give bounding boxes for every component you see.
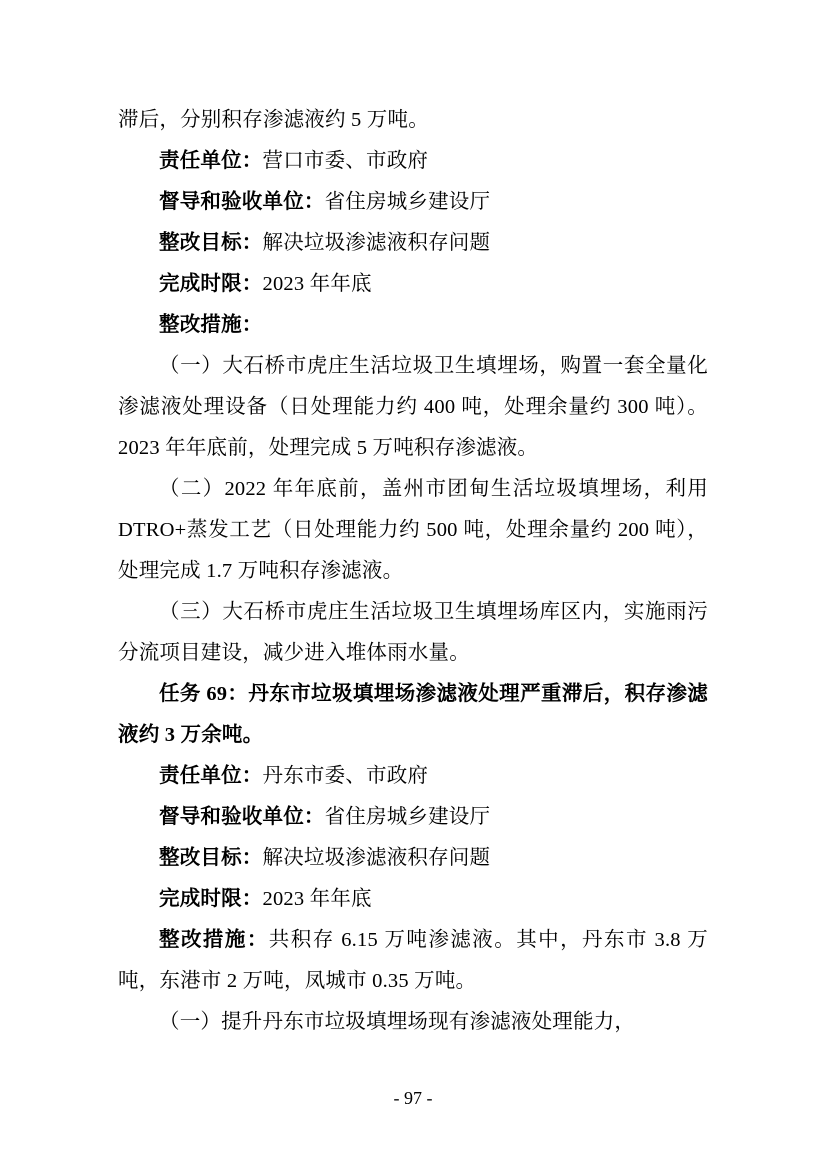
field-label: 整改措施：	[159, 929, 269, 951]
field-responsible-unit	[118, 141, 708, 182]
field-value: 2023 年年底	[262, 273, 372, 295]
field-value: 营口市委、市政府	[262, 150, 429, 172]
field-label: 整改措施：	[159, 314, 263, 336]
field-rectification-measures	[118, 305, 708, 346]
field-value: 丹东市委、市政府	[262, 765, 429, 787]
field-rectification-goal	[118, 223, 708, 264]
field-rectification-goal	[118, 838, 708, 879]
measure-item-two: （二）2022 年年底前，盖州市团甸生活垃圾填埋场，利用 DTRO+蒸发工艺（日处理能力约 500 吨，处理余量约 200 吨），处理完成 1.7 万吨积存渗滤液。	[118, 478, 708, 582]
field-value: 解决垃圾渗滤液积存问题	[262, 232, 491, 254]
field-supervision-acceptance-unit	[118, 797, 708, 838]
field-label: 责任单位：	[159, 150, 263, 172]
field-label: 责任单位：	[159, 765, 263, 787]
field-completion-deadline	[118, 879, 708, 920]
document-body	[118, 100, 708, 1043]
field-label: 完成时限：	[159, 888, 263, 910]
field-label: 督导和验收单位：	[159, 191, 325, 213]
field-label: 督导和验收单位：	[159, 806, 325, 828]
measure-item-one: （一）提升丹东市垃圾填埋场现有渗滤液处理能力，	[159, 1011, 636, 1033]
field-completion-deadline	[118, 264, 708, 305]
field-label: 整改目标：	[159, 847, 263, 869]
page-number: - 97 -	[393, 1088, 433, 1108]
field-value: 共积存 6.15 万吨渗滤液。其中，丹东市 3.8 万吨，东港市 2 万吨，凤城市 0.35 万吨。	[118, 929, 709, 992]
field-responsible-unit	[118, 756, 708, 797]
measure-item-one: （一）大石桥市虎庄生活垃圾卫生填埋场，购置一套全量化渗滤液处理设备（日处理能力约 400 吨，处理余量约 300 吨）。2023 年年底前，处理完成 5 万吨积存渗滤液。	[118, 355, 708, 459]
measure-item-three: （三）大石桥市虎庄生活垃圾卫生填埋场库区内，实施雨污分流项目建设，减少进入堆体雨水量。	[118, 601, 708, 664]
field-value: 解决垃圾渗滤液积存问题	[262, 847, 491, 869]
field-label: 整改目标：	[159, 232, 263, 254]
paragraph-continuation: 滞后，分别积存渗滤液约 5 万吨。	[118, 109, 429, 131]
field-label: 完成时限：	[159, 273, 263, 295]
field-value: 2023 年年底	[262, 888, 372, 910]
field-supervision-acceptance-unit	[118, 182, 708, 223]
task-heading-69: 任务 69：丹东市垃圾填埋场渗滤液处理严重滞后，积存渗滤液约 3 万余吨。	[118, 683, 708, 746]
field-value: 省住房城乡建设厅	[324, 191, 491, 213]
field-value: 省住房城乡建设厅	[324, 806, 491, 828]
field-rectification-measures	[118, 920, 708, 1002]
